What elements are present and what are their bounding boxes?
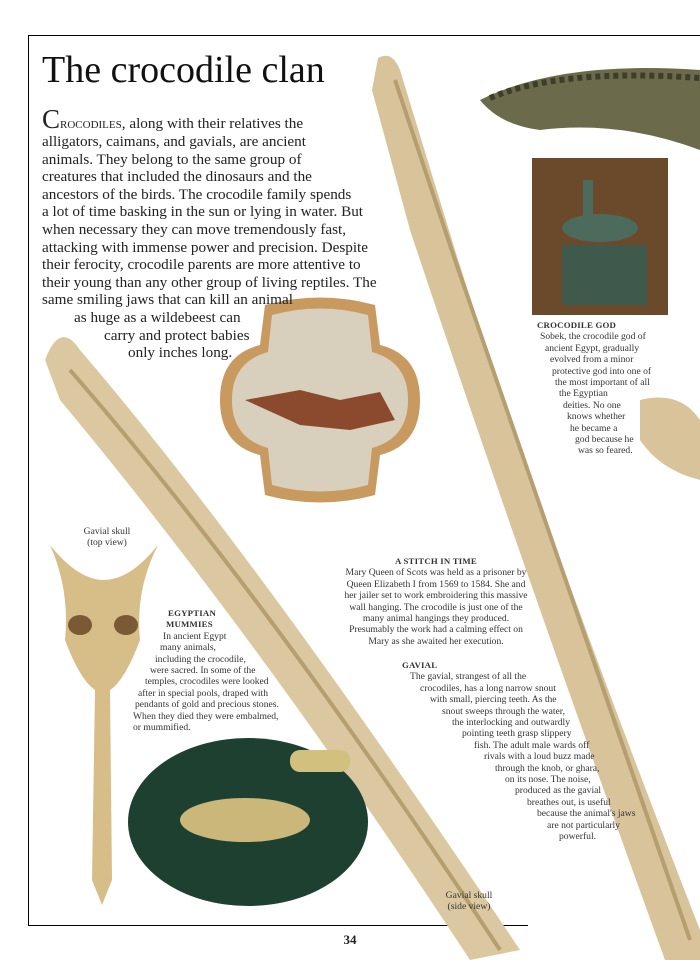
- intro-line: attacking with immense power and precision. Despite: [42, 238, 369, 256]
- intro-line: their ferocity, crocodile parents are more attentive to: [42, 256, 361, 274]
- caption-line: Sobek, the crocodile god of: [540, 331, 646, 343]
- caption-line: snout sweeps through the water,: [442, 705, 565, 717]
- caption-line: was so feared.: [578, 445, 633, 457]
- caption-line: the interlocking and outwardly: [452, 717, 571, 729]
- intro-line: creatures that included the dinosaurs and the: [42, 168, 312, 186]
- caption-line: god because he: [575, 434, 634, 446]
- caption-line: because the animal's jaws: [537, 808, 636, 820]
- intro-line: alligators, caimans, and gavials, are ancient: [42, 133, 306, 150]
- caption-line: When they died they were embalmed,: [133, 710, 279, 722]
- caption-stitch-in-time: [336, 556, 536, 647]
- intro-line: only inches long.: [128, 344, 233, 362]
- caption-line: breathes out, is useful: [527, 796, 611, 808]
- label-skull-top-view: [70, 526, 144, 549]
- caption-line: Queen Elizabeth I from 1569 to 1584. She and: [346, 578, 526, 590]
- crocodile-tail-image: [480, 68, 700, 150]
- caption-line: many animals,: [160, 642, 216, 654]
- caption-line: the most important of all: [555, 377, 650, 389]
- label-line: Gavial skull: [83, 526, 131, 537]
- intro-line: animals. They belong to the same group of: [42, 150, 302, 168]
- caption-line: crocodiles, has a long narrow snout: [420, 682, 556, 694]
- caption-line: evolved from a minor: [550, 354, 634, 366]
- caption-line: produced as the gavial: [515, 785, 602, 797]
- page-title: The crocodile clan: [42, 49, 325, 91]
- mummies-photo-image: [128, 738, 368, 906]
- caption-line: wall hanging. The crocodile is just one of the: [349, 601, 523, 613]
- caption-heading: MUMMIES: [166, 619, 213, 630]
- drop-cap: C: [42, 104, 61, 134]
- caption-line: rivals with a loud buzz made: [484, 751, 595, 763]
- caption-line: pendants of gold and precious stones.: [135, 699, 279, 711]
- caption-line: after in special pools, draped with: [138, 687, 269, 699]
- intro-line-1: [42, 106, 377, 133]
- caption-line: on its nose. The noise,: [505, 774, 591, 786]
- caption-line: were sacred. In some of the: [150, 665, 256, 677]
- caption-egyptian-mummies: [133, 608, 279, 733]
- caption-line: temples, crocodiles were looked: [145, 676, 269, 688]
- caption-line: knows whether: [567, 411, 626, 423]
- caption-crocodile-god: [537, 320, 651, 457]
- intro-line: as huge as a wildebeest can: [74, 308, 241, 326]
- caption-line: deities. No one: [563, 399, 621, 411]
- caption-line: through the knob, or ghara,: [495, 762, 600, 774]
- caption-line: many animal hangings they produced.: [362, 613, 510, 625]
- caption-line: protective god into one of: [552, 365, 652, 377]
- caption-line: with small, piercing teeth. As the: [430, 694, 557, 706]
- caption-line: powerful.: [559, 831, 597, 843]
- caption-line: fish. The adult male wards off: [474, 739, 590, 751]
- caption-line: The gavial, strangest of all the: [410, 671, 527, 683]
- intro-line: ancestors of the birds. The crocodile family spends: [42, 185, 352, 203]
- intro-lead-word: rocodiles: [60, 115, 122, 132]
- sobek-statue-image: [532, 158, 668, 315]
- caption-line: he became a: [570, 422, 618, 434]
- caption-line: pointing teeth grasp slippery: [462, 728, 572, 740]
- label-skull-side-view: [432, 890, 506, 913]
- caption-line: Mary as she awaited her execution.: [368, 635, 504, 647]
- intro-line: a lot of time basking in the sun or lying in water. But: [42, 203, 364, 221]
- intro-line-text: , along with their relatives the: [121, 115, 304, 132]
- label-line: (top view): [87, 537, 127, 549]
- caption-line: including the crocodile,: [155, 653, 246, 665]
- caption-heading: GAVIAL: [402, 660, 438, 670]
- caption-gavial: [402, 660, 635, 843]
- label-line: (side view): [447, 901, 491, 913]
- caption-line: her jailer set to work embroidering this massive: [344, 590, 528, 602]
- caption-line: the Egyptian: [559, 388, 608, 400]
- intro-paragraph: [42, 106, 377, 362]
- intro-line: their young than any other group of living reptiles. The: [42, 273, 377, 291]
- caption-heading: EGYPTIAN: [168, 608, 217, 618]
- caption-heading: CROCODILE GOD: [537, 320, 617, 330]
- intro-line: when necessary they can move tremendously fast,: [42, 220, 347, 238]
- caption-line: are not particularly: [547, 819, 620, 831]
- intro-line: same smiling jaws that can kill an animal: [42, 291, 293, 309]
- page-number: 34: [343, 932, 357, 947]
- caption-line: or mummified.: [133, 722, 191, 734]
- label-line: Gavial skull: [445, 890, 493, 901]
- caption-line: Mary Queen of Scots was held as a prisoner by: [345, 567, 527, 579]
- intro-line: carry and protect babies: [104, 326, 250, 344]
- caption-line: ancient Egypt, gradually: [545, 342, 640, 354]
- caption-line: In ancient Egypt: [163, 630, 227, 642]
- caption-heading: A STITCH IN TIME: [395, 556, 477, 566]
- caption-line: Presumably the work had a calming effect on: [349, 624, 523, 636]
